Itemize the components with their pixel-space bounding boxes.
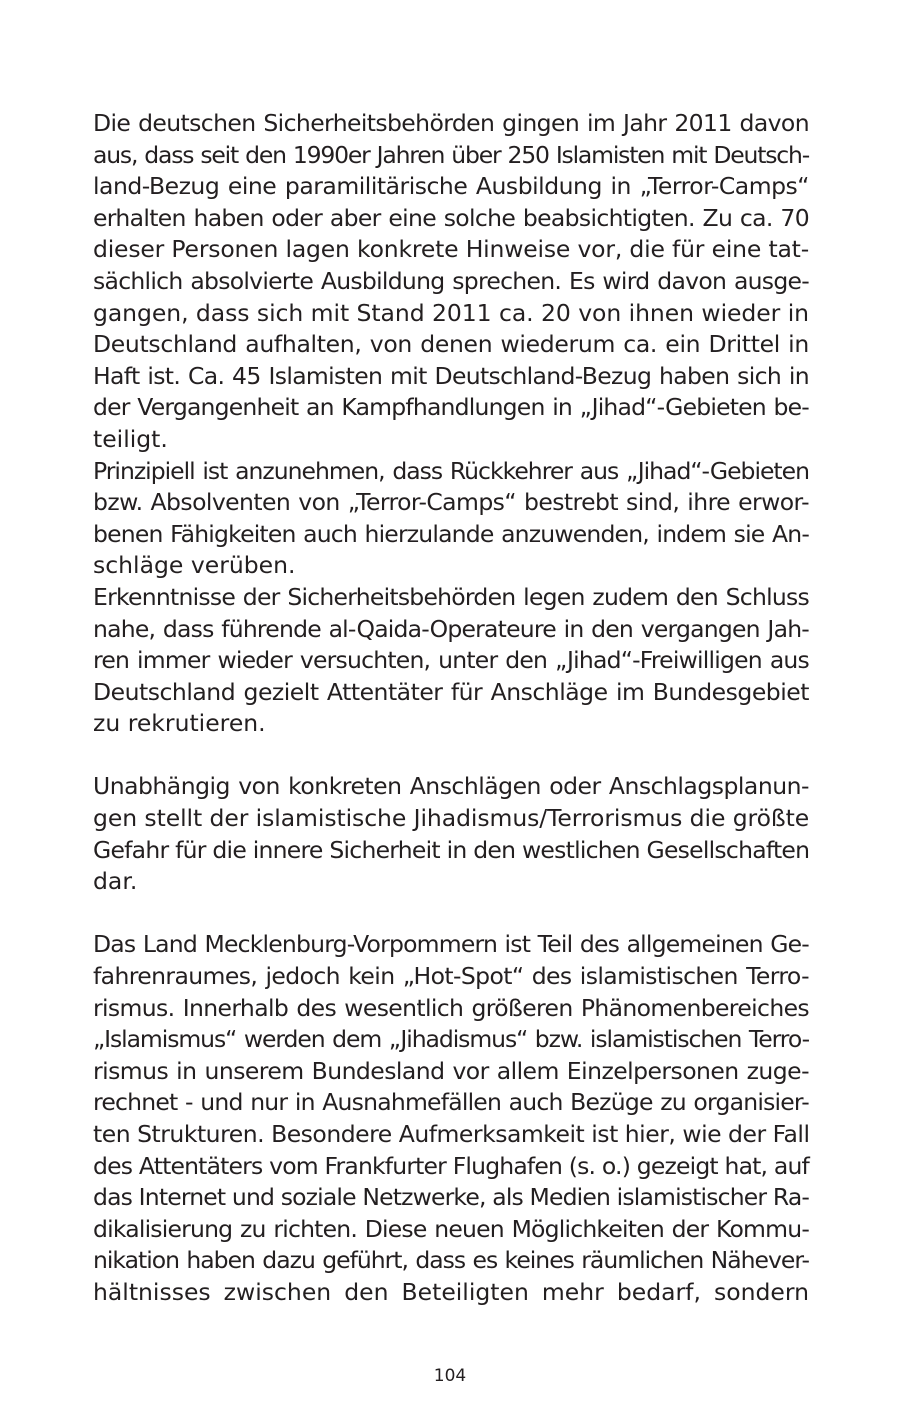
text-line: land-Bezug eine paramilitärische Ausbildung in „Terror-Camps“ (93, 172, 809, 201)
text-line: Erkenntnisse der Sicherheitsbehörden legen zudem den Schluss (93, 582, 809, 611)
text-line: ten Strukturen. Besondere Aufmerksamkeit ist hier, wie der Fall (93, 1120, 810, 1148)
text-line: nahe, dass führende al-Qaida-Operateure in den vergangen Jah- (93, 614, 809, 643)
text-line: nikation haben dazu geführt, dass es keines räumlichen Nähever- (93, 1246, 809, 1275)
text-line: Gefahr für die innere Sicherheit in den westlichen Gesellschaften (93, 835, 810, 864)
text-line: Prinzipiell ist anzunehmen, dass Rückkehrer aus „Jihad“-Gebieten (93, 456, 809, 485)
paragraph-gap (93, 740, 809, 772)
text-line: Deutschland gezielt Attentäter für Anschläge im Bundesgebiet (93, 677, 809, 706)
text-line: rismus in unserem Bundesland vor allem Einzelpersonen zuge- (93, 1056, 809, 1085)
text-line: hältnisses zwischen den Beteiligten mehr bedarf, sondern (93, 1277, 809, 1306)
text-line: des Attentäters vom Frankfurter Flughafen (s. o.) gezeigt hat, auf (93, 1151, 809, 1180)
text-line: Die deutschen Sicherheitsbehörden gingen im Jahr 2011 davon (93, 109, 809, 137)
text-line: Haft ist. Ca. 45 Islamisten mit Deutschland-Bezug haben sich in (93, 361, 809, 390)
text-line: gangen, dass sich mit Stand 2011 ca. 20 von ihnen wieder in (93, 298, 809, 327)
text-line: erhalten haben oder aber eine solche beabsichtigten. Zu ca. 70 (93, 203, 809, 232)
text-line: das Internet und soziale Netzwerke, als Medien islamistischer Ra- (93, 1183, 810, 1212)
paragraph (93, 456, 809, 582)
text-line: ren immer wieder versuchten, unter den „Jihad“-Freiwilligen aus (93, 646, 809, 675)
text-line: rismus. Innerhalb des wesentlich größeren Phänomenbereiches (93, 993, 809, 1022)
text-line: Das Land Mecklenburg-Vorpommern ist Teil des allgemeinen Ge- (93, 930, 809, 959)
paragraph (93, 771, 809, 897)
page-number: 104 (433, 1366, 467, 1386)
text-line: rechnet - und nur in Ausnahmefällen auch Bezüge zu organisier- (93, 1088, 809, 1117)
text-line: benen Fähigkeiten auch hierzulande anzuwenden, indem sie An- (93, 519, 809, 548)
text-line: gen stellt der islamistische Jihadismus/Terrorismus die größte (93, 804, 810, 833)
text-line: bzw. Absolventen von „Terror-Camps“ bestrebt sind, ihre erwor- (93, 488, 809, 517)
text-line: zu rekrutieren. (93, 709, 266, 738)
text-line: fahrenraumes, jedoch kein „Hot-Spot“ des islamistischen Terro- (93, 962, 809, 991)
paragraph (93, 929, 809, 1308)
text-line: sächlich absolvierte Ausbildung sprechen. Es wird davon ausge- (93, 266, 809, 295)
text-line: teiligt. (93, 424, 168, 453)
text-line: „Islamismus“ werden dem „Jihadismus“ bzw. islamistischen Terro- (93, 1025, 809, 1054)
paragraph (93, 582, 809, 740)
document-body (93, 108, 809, 1309)
text-line: dikalisierung zu richten. Diese neuen Möglichkeiten der Kommu- (93, 1214, 809, 1243)
text-line: aus, dass seit den 1990er Jahren über 250 Islamisten mit Deutsch- (93, 140, 809, 169)
paragraph-gap (93, 898, 809, 930)
text-line: dar. (93, 867, 138, 896)
text-line: Deutschland aufhalten, von denen wiederum ca. ein Drittel in (93, 330, 809, 359)
text-line: dieser Personen lagen konkrete Hinweise vor, die für eine tat- (93, 235, 809, 264)
paragraph (93, 108, 809, 456)
text-line: Unabhängig von konkreten Anschlägen oder Anschlagsplanun- (93, 772, 809, 801)
text-line: schläge verüben. (93, 551, 296, 580)
text-line: der Vergangenheit an Kampfhandlungen in „Jihad“-Gebieten be- (93, 393, 809, 422)
